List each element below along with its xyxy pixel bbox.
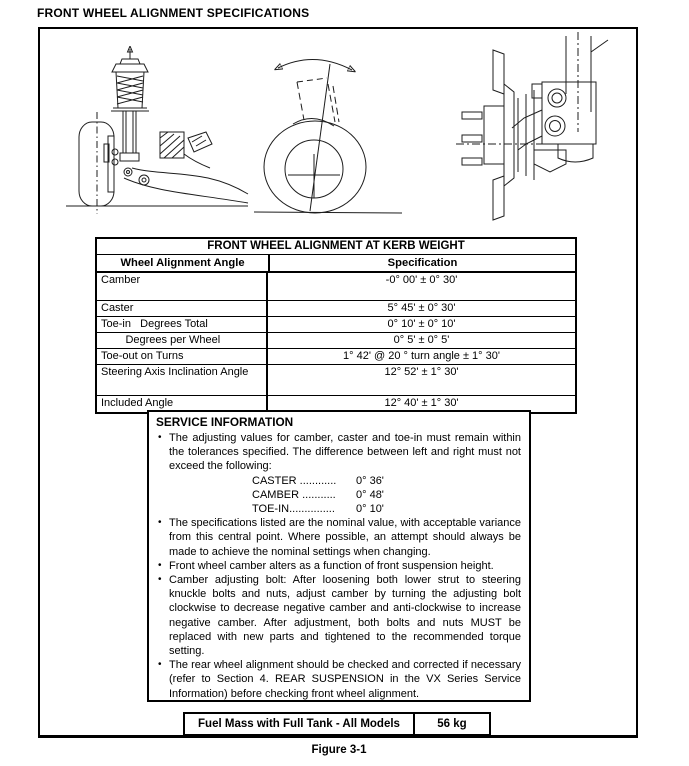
bullet-icon: •: [158, 659, 162, 671]
limit-row: [252, 502, 521, 516]
table-row: [97, 349, 575, 365]
service-info-heading: SERVICE INFORMATION: [156, 415, 294, 429]
figure-border-box: [38, 27, 638, 738]
angle-cell: Included Angle: [97, 396, 268, 412]
table-row: [97, 317, 575, 333]
bullet-text: The adjusting values for camber, caster and toe-in must remain within the tolerances specified. The difference between left and right must not exceed the following:: [169, 432, 521, 473]
table-row: [97, 365, 575, 396]
bullet-text: Camber adjusting bolt: After loosening both lower strut to steering knuckle bolts and nuts, adjust camber by turning the adjusting bolt clockwise to decrease negative camber and anti-clockwise to increase negative camber. After adjustment, both bolts and nuts MUST be replaced with new parts and tightened to the recommended torque setting.: [169, 574, 521, 658]
spec-cell: 12° 52' ± 1° 30': [384, 366, 459, 378]
limit-label: TOE-IN...............: [252, 503, 335, 516]
angle-cell: Caster: [97, 301, 268, 316]
table-row: [97, 273, 575, 301]
adjustment-limits-block: [252, 474, 521, 517]
bullet-item: [156, 516, 521, 559]
angle-cell: Toe-out on Turns: [97, 349, 268, 364]
fuel-mass-table: [183, 712, 491, 736]
strut-side-view-diagram: [60, 46, 250, 214]
column-header-spec: Specification: [387, 257, 458, 269]
limit-value: 0° 10': [356, 503, 384, 516]
bullet-text: Front wheel camber alters as a function of front suspension height.: [169, 559, 494, 572]
angle-cell: Toe-in Degrees Total: [97, 317, 268, 332]
service-info-items: [156, 431, 521, 701]
spec-cell: 0° 5' ± 0° 5': [393, 334, 450, 346]
limit-value: 0° 36': [356, 474, 384, 487]
table-row: [97, 301, 575, 317]
bullet-item: [156, 658, 521, 701]
wheel-camber-diagram: [250, 42, 410, 217]
spec-cell: 5° 45' ± 0° 30': [387, 302, 456, 314]
bullet-icon: •: [158, 517, 162, 529]
wheel-camber-drawing: [250, 42, 410, 217]
figure-caption: Figure 3-1: [311, 744, 367, 756]
limit-value: 0° 48': [356, 488, 384, 501]
bullet-item: [156, 559, 521, 573]
limit-label: CASTER ............: [252, 474, 337, 487]
page-title: FRONT WHEEL ALIGNMENT SPECIFICATIONS: [37, 6, 310, 20]
spec-cell: -0° 00' ± 0° 30': [385, 274, 458, 286]
table-row: [97, 333, 575, 349]
angle-cell: Degrees per Wheel: [97, 333, 268, 348]
bullet-icon: •: [158, 432, 162, 443]
bullet-text: The specifications listed are the nominal value, with acceptable variance from this central point. Where possible, an attempt should always be made to achieve the nominal settings when changing.: [169, 517, 521, 558]
limit-row: [252, 488, 521, 502]
strut-side-view-drawing: [60, 46, 250, 214]
spec-cell: 0° 10' ± 0° 10': [387, 318, 456, 330]
hub-assembly-drawing: [438, 32, 638, 237]
bullet-text: The rear wheel alignment should be checked and corrected if necessary (refer to Section 4. REAR SUSPENSION in the VX Series Service Information) before checking front wheel alignment.: [169, 659, 521, 700]
alignment-spec-table: [95, 237, 577, 414]
bullet-item: [156, 431, 521, 474]
limit-row: [252, 474, 521, 488]
angle-cell: Camber: [97, 273, 268, 300]
limit-label: CAMBER ...........: [252, 488, 336, 501]
bullet-icon: •: [158, 559, 162, 571]
spec-cell: 1° 42' @ 20 ° turn angle ± 1° 30': [343, 350, 500, 362]
angle-cell: Steering Axis Inclination Angle: [97, 365, 268, 395]
alignment-table-title: FRONT WHEEL ALIGNMENT AT KERB WEIGHT: [97, 239, 575, 255]
bullet-item: [156, 573, 521, 658]
spec-cell: 12° 40' ± 1° 30': [384, 397, 459, 409]
column-header-angle: Wheel Alignment Angle: [97, 255, 270, 271]
alignment-table-body: [97, 273, 575, 412]
hub-assembly-diagram: [438, 32, 638, 237]
alignment-table-header-row: [97, 255, 575, 273]
bullet-icon: •: [158, 574, 162, 586]
fuel-mass-value: 56 kg: [437, 718, 467, 730]
service-info-box: [147, 410, 531, 702]
fuel-mass-label: Fuel Mass with Full Tank - All Models: [185, 714, 415, 734]
